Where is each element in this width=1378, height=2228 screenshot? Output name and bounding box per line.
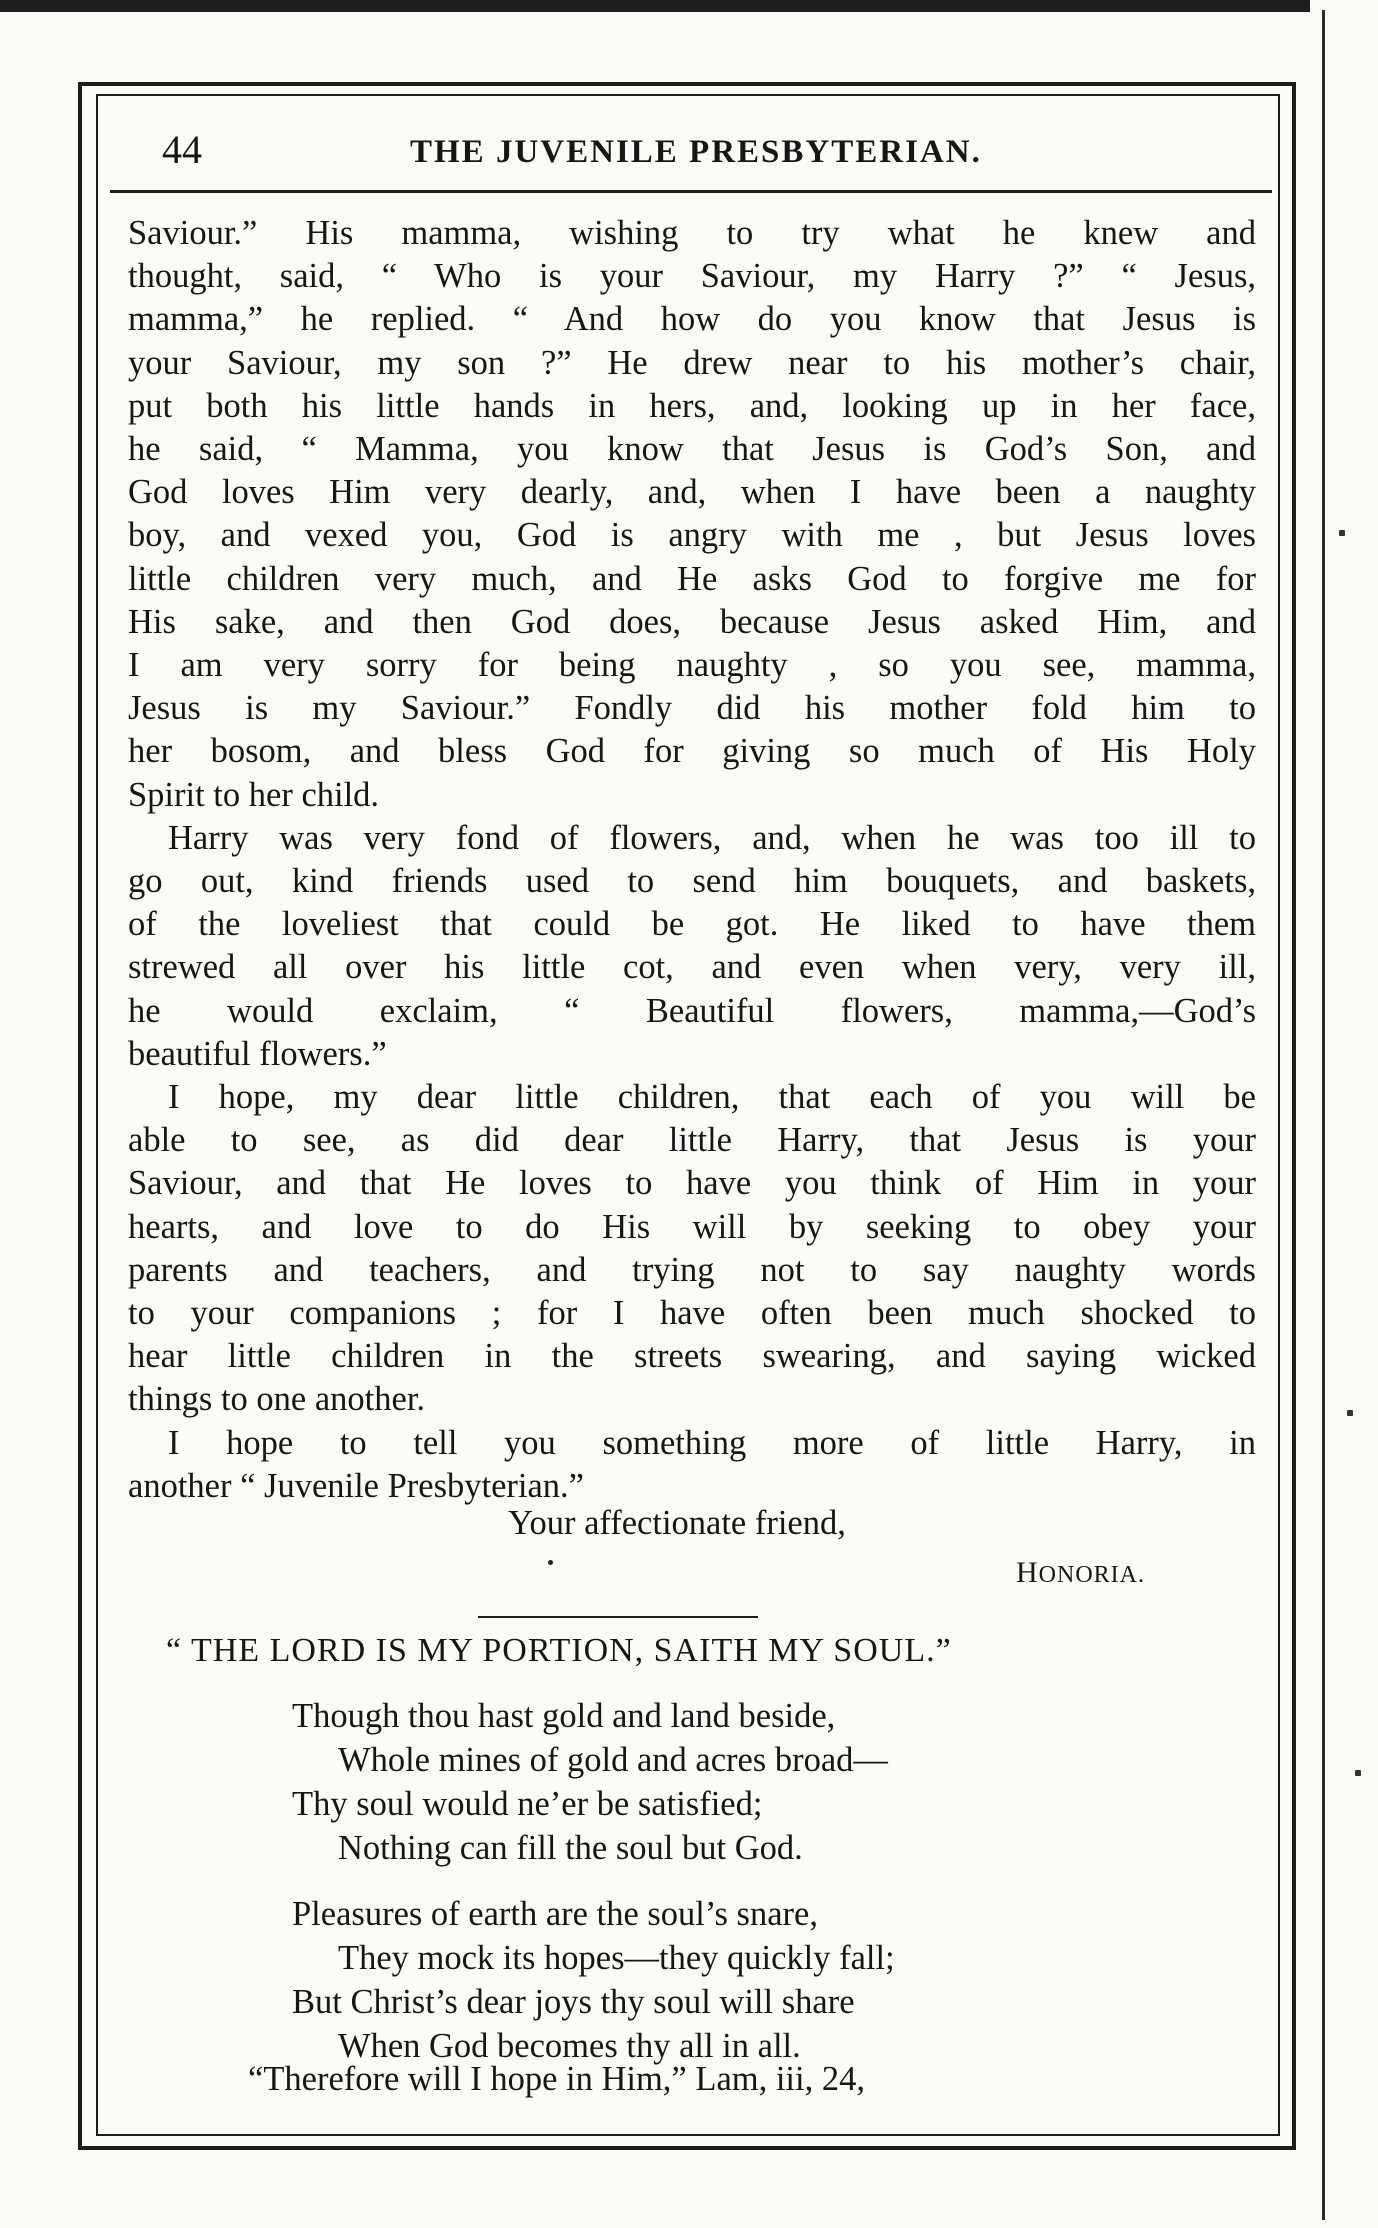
poem-stanza-1 bbox=[292, 1694, 1192, 1870]
poem-verse: Whole mines of gold and acres broad— bbox=[338, 1741, 888, 1779]
signoff-line: Your affectionate friend, bbox=[508, 1504, 846, 1542]
page-number: 44 bbox=[162, 127, 202, 172]
section-divider bbox=[478, 1616, 758, 1618]
text-line: go out, kind friends used to send him bouquets, and baskets, bbox=[128, 862, 1256, 901]
text-line: Saviour.” His mamma, wishing to try what he knew and bbox=[128, 214, 1256, 252]
text-line: he said, “ Mamma, you know that Jesus is God’s Son, and bbox=[128, 430, 1256, 469]
article-body bbox=[128, 212, 1256, 1508]
paragraph-1 bbox=[128, 212, 1256, 817]
text-line: hearts, and love to do His will by seeking to obey your bbox=[128, 1207, 1256, 1246]
poem-verse: But Christ’s dear joys thy soul will share bbox=[292, 1983, 855, 2021]
edge-speck bbox=[1339, 530, 1345, 536]
text-line: thought, said, “ Who is your Saviour, my Harry ?” “ Jesus, bbox=[128, 257, 1256, 296]
text-line: he would exclaim, “ Beautiful flowers, mamma,—God’s bbox=[128, 991, 1256, 1030]
text-line: strewed all over his little cot, and even when very, very ill, bbox=[128, 948, 1256, 987]
text-line: Jesus is my Saviour.” Fondly did his mother fold him to bbox=[128, 689, 1256, 728]
signature-initial: H bbox=[1016, 1556, 1039, 1589]
text-line: I am very sorry for being naughty , so you see, mamma, bbox=[128, 646, 1256, 685]
text-line: I hope, my dear little children, that each of you will be bbox=[168, 1078, 1256, 1117]
stray-dot bbox=[548, 1560, 553, 1565]
signature-rest: ONORIA. bbox=[1038, 1562, 1145, 1588]
text-line: His sake, and then God does, because Jesus asked Him, and bbox=[128, 602, 1256, 641]
poem-verse: Nothing can fill the soul but God. bbox=[338, 1829, 803, 1867]
poem-verse: Though thou hast gold and land beside, bbox=[292, 1697, 836, 1735]
header-rule bbox=[110, 190, 1272, 193]
page-header bbox=[120, 118, 1260, 182]
edge-speck bbox=[1347, 1410, 1353, 1416]
text-line: Saviour, and that He loves to have you think of Him in your bbox=[128, 1164, 1256, 1203]
paragraph-4 bbox=[128, 1422, 1256, 1508]
text-line: your Saviour, my son ?” He drew near to his mother’s chair, bbox=[128, 343, 1256, 382]
text-line: parents and teachers, and trying not to say naughty words bbox=[128, 1250, 1256, 1289]
text-line: another “ Juvenile Presbyterian.” bbox=[128, 1466, 584, 1505]
text-line: boy, and vexed you, God is angry with me , but Jesus loves bbox=[128, 516, 1256, 555]
adjacent-page-edge bbox=[1322, 10, 1378, 2220]
poem-verse: When God becomes thy all in all. bbox=[338, 2027, 801, 2065]
text-line: hear little children in the streets swearing, and saying wicked bbox=[128, 1337, 1256, 1376]
text-line: mamma,” he replied. “ And how do you know that Jesus is bbox=[128, 300, 1256, 339]
running-title: THE JUVENILE PRESBYTERIAN. bbox=[410, 134, 982, 170]
poem-verse: Pleasures of earth are the soul’s snare, bbox=[292, 1895, 818, 1933]
text-line: able to see, as did dear little Harry, that Jesus is your bbox=[128, 1121, 1256, 1160]
edge-speck bbox=[1355, 1770, 1361, 1776]
text-line: her bosom, and bless God for giving so much of His Holy bbox=[128, 732, 1256, 771]
text-line: God loves Him very dearly, and, when I have been a naughty bbox=[128, 473, 1256, 512]
text-line: Spirit to her child. bbox=[128, 775, 380, 814]
poem-body bbox=[292, 1694, 1192, 2090]
poem-stanza-2 bbox=[292, 1892, 1192, 2068]
text-line: beautiful flowers.” bbox=[128, 1034, 387, 1073]
paragraph-3 bbox=[128, 1076, 1256, 1422]
poem-title: “ THE LORD IS MY PORTION, SAITH MY SOUL.” bbox=[166, 1632, 952, 1669]
signature bbox=[1016, 1556, 1145, 1590]
poem-citation: “Therefore will I hope in Him,” Lam, iii, 24, bbox=[248, 2060, 865, 2098]
text-line: put both his little hands in hers, and, looking up in her face, bbox=[128, 386, 1256, 425]
text-line: things to one another. bbox=[128, 1380, 426, 1419]
paragraph-2 bbox=[128, 817, 1256, 1076]
text-line: little children very much, and He asks God to forgive me for bbox=[128, 559, 1256, 598]
text-line: to your companions ; for I have often been much shocked to bbox=[128, 1294, 1256, 1333]
poem-verse: Thy soul would ne’er be satisfied; bbox=[292, 1785, 763, 1823]
text-line: I hope to tell you something more of little Harry, in bbox=[168, 1423, 1256, 1462]
poem-verse: They mock its hopes—they quickly fall; bbox=[338, 1939, 895, 1977]
text-line: Harry was very fond of flowers, and, when he was too ill to bbox=[168, 818, 1256, 857]
text-line: of the loveliest that could be got. He liked to have them bbox=[128, 905, 1256, 944]
top-edge-rule bbox=[0, 0, 1310, 12]
